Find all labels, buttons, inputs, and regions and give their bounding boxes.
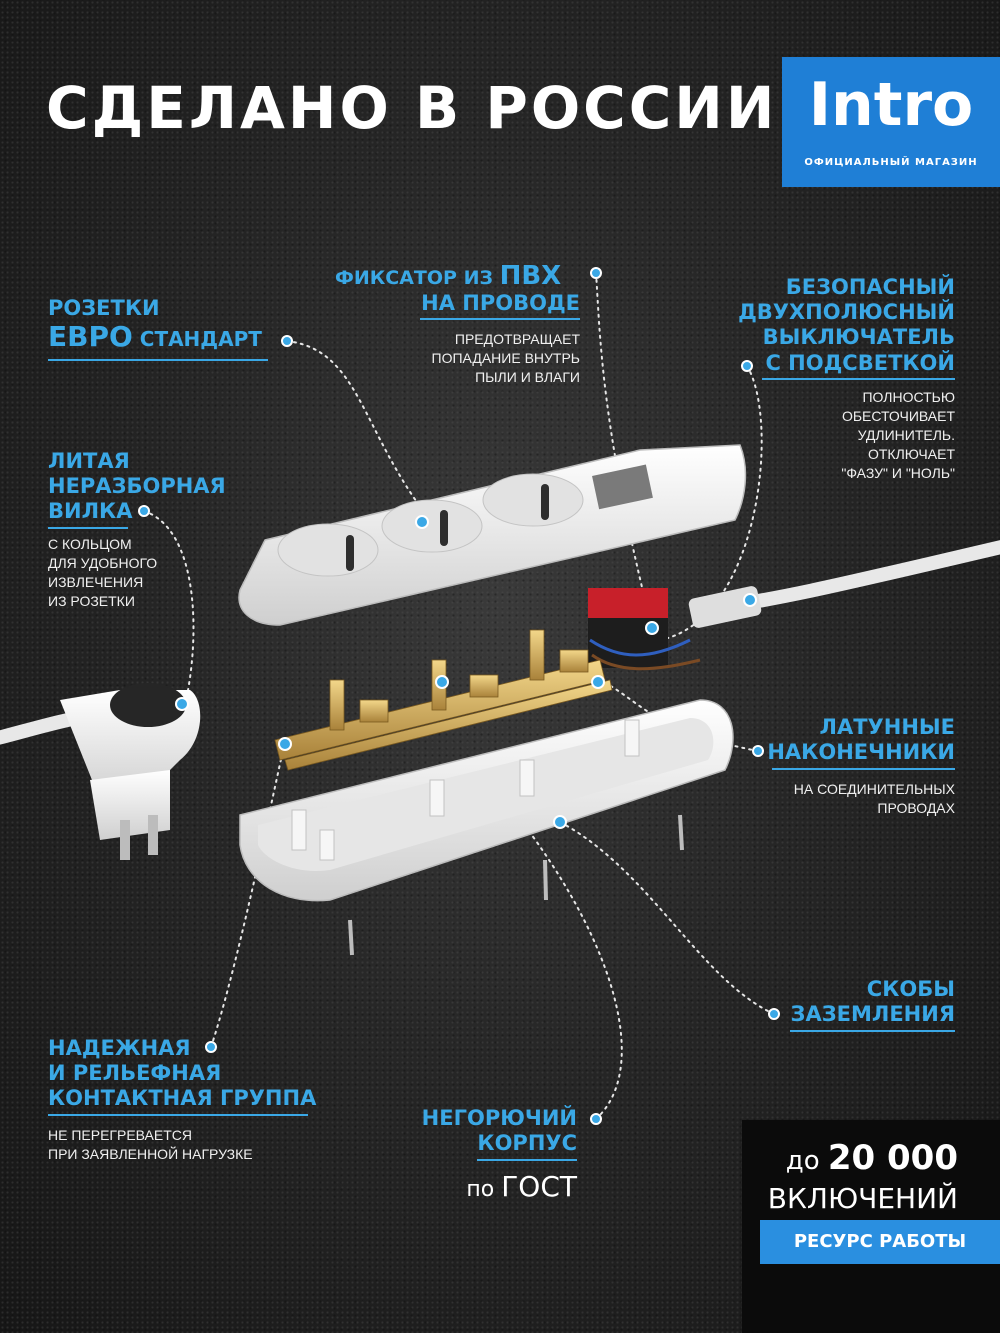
contact-label-line: И РЕЛЬЕФНАЯ <box>48 1061 222 1086</box>
brass-label-line: ЛАТУННЫЕ <box>819 715 955 739</box>
brand-name: Intro <box>808 70 974 140</box>
plug-desc-line: ДЛЯ УДОБНОГО <box>48 554 158 571</box>
plug-desc-line: С КОЛЬЦОМ <box>48 536 132 552</box>
ground-label <box>791 977 955 1027</box>
brand-logo[interactable] <box>782 57 1000 187</box>
sockets-underline <box>48 359 268 361</box>
clamp-desc-line: ПРЕДОТВРАЩАЕТ <box>454 331 580 347</box>
housing-underline <box>477 1159 577 1161</box>
plug-desc-line: ИЗВЛЕЧЕНИЯ <box>48 573 144 590</box>
contact-description <box>48 1126 253 1164</box>
brass-underline <box>772 768 955 770</box>
clamp-label-prefix: ФИКСАТОР ИЗ <box>335 267 500 289</box>
resource-value: 20 000 <box>827 1138 958 1178</box>
switch-desc-line: "ФАЗУ" И "НОЛЬ" <box>841 464 955 481</box>
brass-desc-line: НА СОЕДИНИТЕЛЬНЫХ <box>793 781 955 797</box>
resource-prefix: до <box>785 1146 828 1176</box>
clamp-desc-line: ПОПАДАНИЕ ВНУТРЬ <box>431 349 580 366</box>
sockets-euro: ЕВРО <box>48 320 133 353</box>
brass-label <box>767 715 955 765</box>
switch-description <box>841 388 955 482</box>
switch-label-line: ДВУХПОЛЮСНЫЙ <box>738 300 955 325</box>
clamp-label-pvc: ПВХ <box>499 261 562 291</box>
plug-label <box>48 449 226 525</box>
clamp-label-line2: НА ПРОВОДЕ <box>421 291 580 315</box>
contact-label-line: НАДЕЖНАЯ <box>48 1036 191 1060</box>
clamp-description <box>432 330 580 387</box>
switch-label-line: ВЫКЛЮЧАТЕЛЬ <box>762 325 955 350</box>
housing-label <box>422 1106 577 1156</box>
resource-panel <box>742 1120 1000 1333</box>
housing-gost <box>466 1172 577 1203</box>
housing-gost-prefix: по <box>466 1177 502 1202</box>
headline: СДЕЛАНО В РОССИИ <box>46 74 778 142</box>
housing-label-line: КОРПУС <box>477 1131 577 1156</box>
clamp-underline <box>420 318 580 320</box>
ground-label-line: СКОБЫ <box>866 977 955 1001</box>
plug-underline <box>48 527 128 529</box>
ground-label-line: ЗАЗЕМЛЕНИЯ <box>790 1002 955 1027</box>
housing-gost-label: ГОСТ <box>501 1170 577 1203</box>
switch-desc-line: ОБЕСТОЧИВАЕТ <box>841 407 955 424</box>
contact-desc-line: НЕ ПЕРЕГРЕВАЕТСЯ <box>48 1127 192 1143</box>
switch-label <box>738 275 955 376</box>
plug-label-line: ВИЛКА <box>48 499 133 524</box>
plug-description <box>48 535 157 611</box>
brass-label-line: НАКОНЕЧНИКИ <box>767 740 955 765</box>
switch-label-line: С ПОДСВЕТКОЙ <box>765 350 955 375</box>
switch-underline <box>762 378 955 380</box>
switch-label-line: БЕЗОПАСНЫЙ <box>785 275 955 299</box>
contact-desc-line: ПРИ ЗАЯВЛЕННОЙ НАГРУЗКЕ <box>48 1145 253 1162</box>
housing-label-line: НЕГОРЮЧИЙ <box>421 1106 577 1130</box>
switch-desc-line: ОТКЛЮЧАЕТ <box>867 445 955 462</box>
plug-desc-line: ИЗ РОЗЕТКИ <box>48 592 135 609</box>
contact-label <box>48 1036 316 1112</box>
resource-value-line <box>786 1138 958 1178</box>
clamp-desc-line: ПЫЛИ И ВЛАГИ <box>475 368 580 385</box>
sockets-label-line1: РОЗЕТКИ <box>48 296 160 320</box>
brass-description <box>794 780 955 818</box>
resource-badge: РЕСУРС РАБОТЫ <box>760 1220 1000 1264</box>
plug-label-line: ЛИТАЯ <box>48 449 130 473</box>
clamp-label-line1 <box>335 262 561 291</box>
switch-desc-line: УДЛИНИТЕЛЬ. <box>857 426 955 443</box>
plug-label-line: НЕРАЗБОРНАЯ <box>48 474 226 499</box>
resource-unit: ВКЛЮЧЕНИЙ <box>767 1182 958 1215</box>
brass-desc-line: ПРОВОДАХ <box>877 799 955 816</box>
brand-subtitle: ОФИЦИАЛЬНЫЙ МАГАЗИН <box>804 157 978 168</box>
ground-underline <box>790 1030 955 1032</box>
switch-desc-line: ПОЛНОСТЬЮ <box>862 389 955 405</box>
sockets-standard: СТАНДАРТ <box>132 327 262 351</box>
contact-underline <box>48 1114 308 1116</box>
sockets-label-line2 <box>48 322 262 353</box>
contact-label-line: КОНТАКТНАЯ ГРУППА <box>48 1086 317 1111</box>
